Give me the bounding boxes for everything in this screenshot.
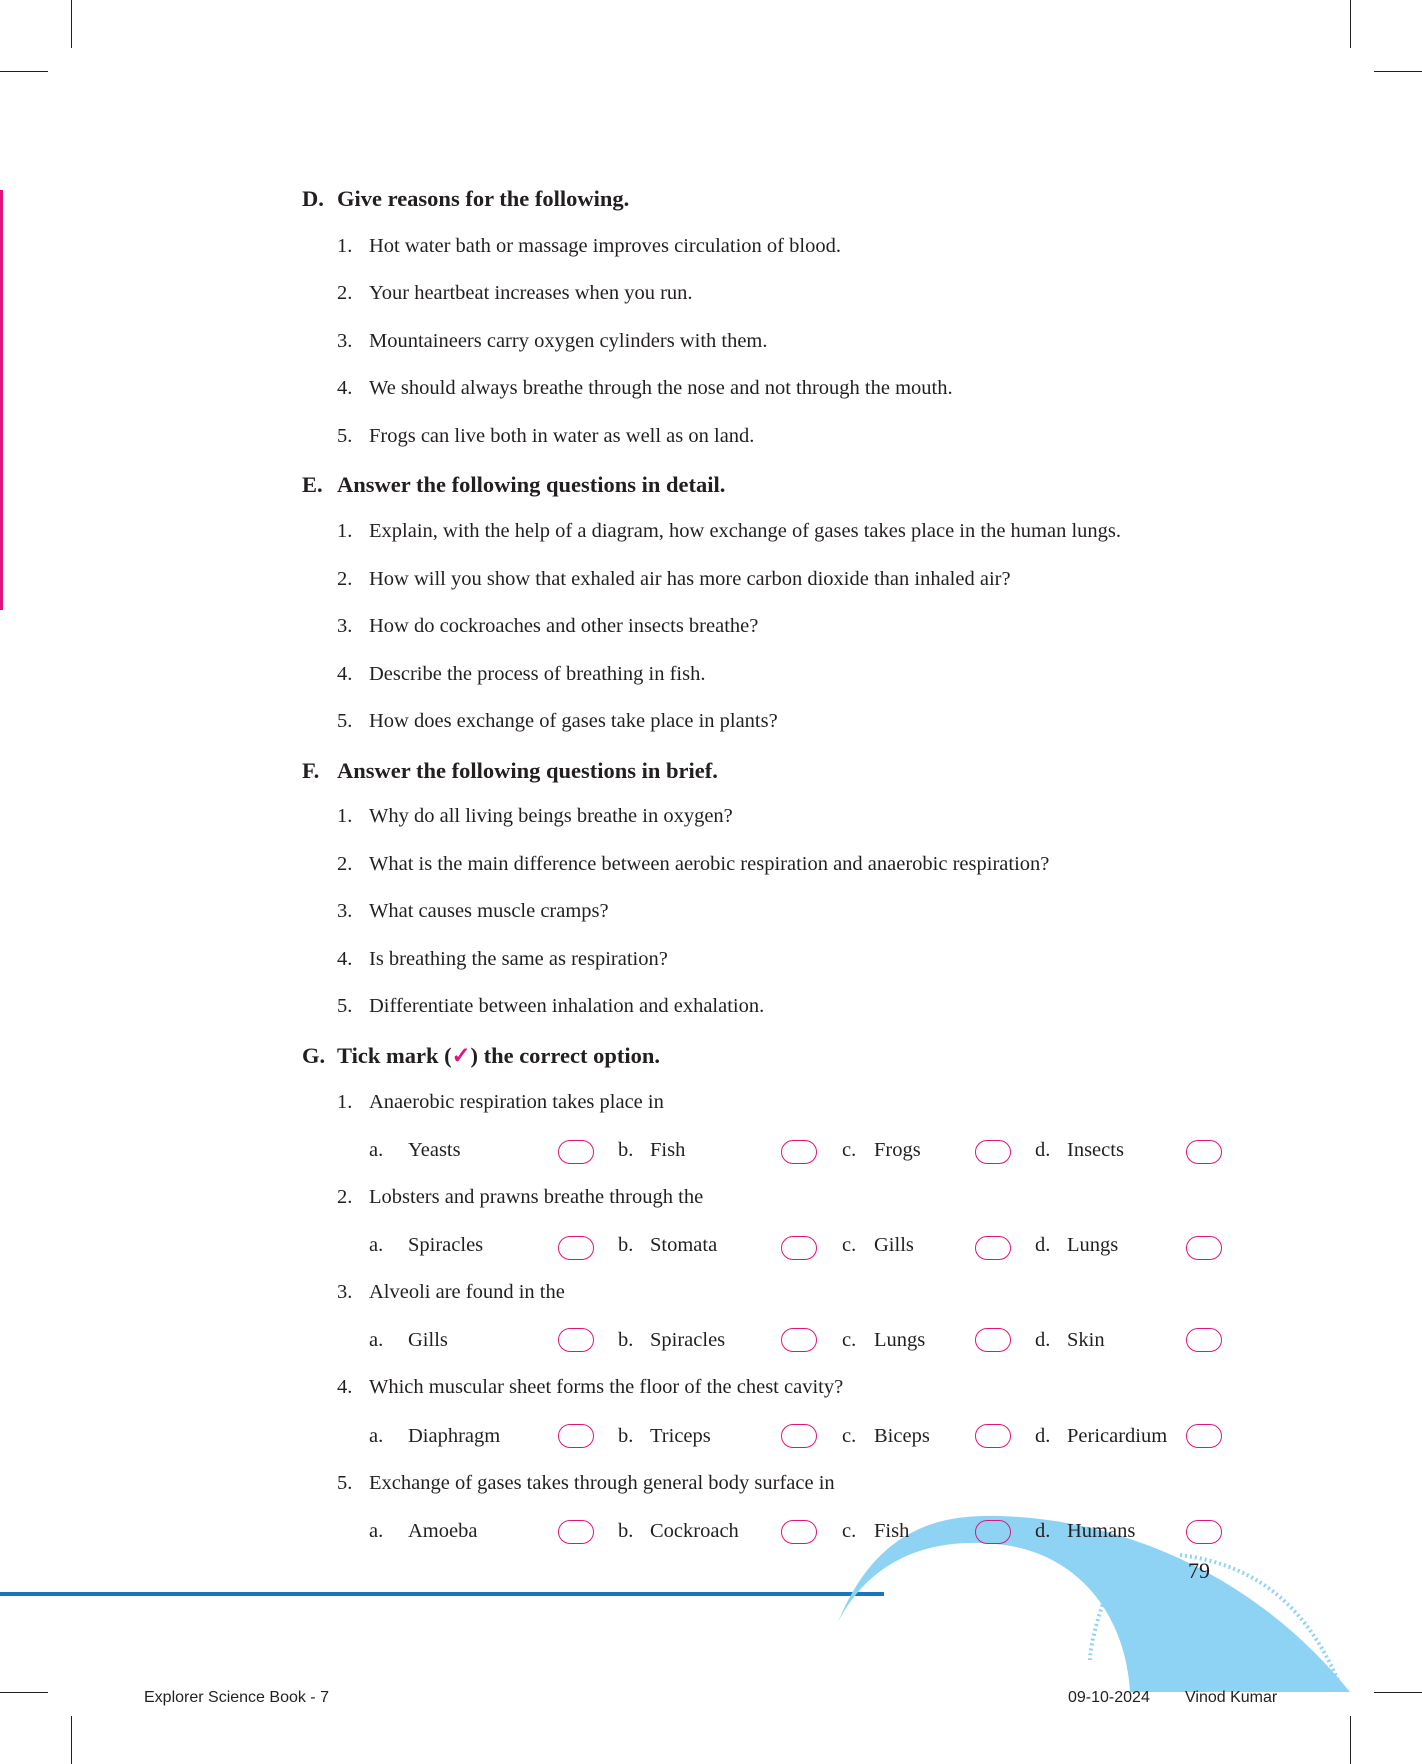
option-c [842, 1139, 921, 1162]
section-g-heading [302, 1043, 660, 1069]
option-letter: a. [369, 1329, 384, 1351]
option-text: Gills [408, 1329, 448, 1351]
list-item [337, 853, 1049, 876]
list-item [337, 520, 1121, 543]
item-text: Alveoli are found in the [369, 1281, 565, 1303]
option-letter: c. [842, 1139, 857, 1161]
option-c [842, 1425, 930, 1448]
item-text: We should always breathe through the nose and not through the mouth. [369, 377, 953, 399]
tick-box[interactable] [975, 1236, 1011, 1260]
item-number: 4. [337, 948, 353, 970]
list-item [337, 948, 668, 971]
tick-box[interactable] [558, 1520, 594, 1544]
option-text: Fish [650, 1139, 686, 1161]
item-text: Differentiate between inhalation and exhalation. [369, 995, 765, 1017]
section-letter: D. [302, 186, 324, 211]
item-number: 3. [337, 1281, 353, 1303]
item-number: 4. [337, 663, 353, 685]
tick-box[interactable] [1186, 1328, 1222, 1352]
item-number: 3. [337, 330, 353, 352]
item-number: 2. [337, 282, 353, 304]
option-text: Amoeba [408, 1520, 478, 1542]
item-text: Exchange of gases takes through general body surface in [369, 1472, 835, 1494]
footer-date: 09-10-2024 [1068, 1689, 1150, 1706]
option-a [369, 1234, 483, 1257]
item-text: Which muscular sheet forms the floor of the chest cavity? [369, 1376, 844, 1398]
option-text: Biceps [874, 1425, 930, 1447]
option-text: Spiracles [408, 1234, 484, 1256]
mcq-question [337, 1091, 664, 1114]
option-letter: c. [842, 1520, 857, 1542]
item-text: Frogs can live both in water as well as on land. [369, 425, 755, 447]
tick-box[interactable] [558, 1328, 594, 1352]
item-number: 2. [337, 853, 353, 875]
item-number: 4. [337, 1376, 353, 1398]
item-number: 5. [337, 425, 353, 447]
option-letter: a. [369, 1520, 384, 1542]
item-number: 2. [337, 1186, 353, 1208]
option-text: Gills [874, 1234, 914, 1256]
option-letter: d. [1035, 1520, 1051, 1542]
section-title: Give reasons for the following. [337, 186, 630, 211]
item-number: 2. [337, 568, 353, 590]
section-f-heading [302, 758, 718, 784]
option-b [618, 1520, 739, 1543]
item-number: 1. [337, 235, 353, 257]
item-number: 1. [337, 805, 353, 827]
option-b [618, 1425, 711, 1448]
section-title-post: ) the correct option. [470, 1043, 660, 1068]
option-a [369, 1520, 477, 1543]
mcq-question [337, 1376, 843, 1399]
item-text: Lobsters and prawns breathe through the [369, 1186, 704, 1208]
option-letter: d. [1035, 1234, 1051, 1256]
item-number: 1. [337, 520, 353, 542]
item-text: Is breathing the same as respiration? [369, 948, 668, 970]
item-text: How do cockroaches and other insects breathe? [369, 615, 759, 637]
option-c [842, 1234, 914, 1257]
option-letter: b. [618, 1520, 634, 1542]
option-text: Lungs [874, 1329, 926, 1351]
tick-box[interactable] [781, 1236, 817, 1260]
list-item [337, 282, 693, 305]
option-letter: d. [1035, 1425, 1051, 1447]
option-d [1035, 1139, 1124, 1162]
option-letter: d. [1035, 1329, 1051, 1351]
option-a [369, 1425, 500, 1448]
item-text: How does exchange of gases take place in plants? [369, 710, 778, 732]
tick-box[interactable] [558, 1140, 594, 1164]
item-text: What causes muscle cramps? [369, 900, 609, 922]
tick-box[interactable] [781, 1328, 817, 1352]
option-text: Insects [1067, 1139, 1124, 1161]
tick-box[interactable] [781, 1424, 817, 1448]
tick-box[interactable] [1186, 1424, 1222, 1448]
option-b [618, 1329, 725, 1352]
option-b [618, 1234, 717, 1257]
item-number: 3. [337, 900, 353, 922]
option-letter: c. [842, 1425, 857, 1447]
footer-author: Vinod Kumar [1185, 1689, 1278, 1706]
tick-box[interactable] [558, 1236, 594, 1260]
tick-box[interactable] [1186, 1520, 1222, 1544]
section-letter: G. [302, 1043, 326, 1068]
tick-box[interactable] [975, 1424, 1011, 1448]
option-letter: c. [842, 1329, 857, 1351]
option-text: Stomata [650, 1234, 718, 1256]
tick-box[interactable] [975, 1140, 1011, 1164]
tick-box[interactable] [975, 1328, 1011, 1352]
tick-box[interactable] [975, 1520, 1011, 1544]
option-text: Diaphragm [408, 1425, 501, 1447]
list-item [337, 425, 754, 448]
item-text: Anaerobic respiration takes place in [369, 1091, 664, 1113]
mcq-question [337, 1186, 703, 1209]
section-letter: E. [302, 472, 323, 497]
item-number: 5. [337, 710, 353, 732]
swoosh-dots-left [1090, 1600, 1104, 1660]
list-item [337, 568, 1011, 591]
list-item [337, 805, 733, 828]
tick-box[interactable] [1186, 1140, 1222, 1164]
item-text: How will you show that exhaled air has more carbon dioxide than inhaled air? [369, 568, 1011, 590]
option-text: Frogs [874, 1139, 921, 1161]
item-number: 5. [337, 995, 353, 1017]
item-number: 1. [337, 1091, 353, 1113]
item-text: Describe the process of breathing in fish. [369, 663, 706, 685]
page-number: 79 [1188, 1558, 1210, 1583]
section-letter: F. [302, 758, 320, 783]
list-item [337, 235, 841, 258]
option-c [842, 1329, 925, 1352]
option-text: Yeasts [408, 1139, 461, 1161]
list-item [337, 663, 705, 686]
option-letter: c. [842, 1234, 857, 1256]
item-text: What is the main difference between aerobic respiration and anaerobic respiration? [369, 853, 1050, 875]
option-text: Cockroach [650, 1520, 739, 1542]
section-title: Answer the following questions in brief. [337, 758, 718, 783]
option-letter: b. [618, 1139, 634, 1161]
option-text: Skin [1067, 1329, 1105, 1351]
option-d [1035, 1520, 1135, 1543]
list-item [337, 995, 764, 1018]
item-text: Hot water bath or massage improves circulation of blood. [369, 235, 841, 257]
option-d [1035, 1425, 1167, 1448]
option-letter: a. [369, 1425, 384, 1447]
item-number: 4. [337, 377, 353, 399]
option-a [369, 1329, 448, 1352]
section-title-pre: Tick mark ( [337, 1043, 452, 1068]
list-item [337, 900, 609, 923]
footer-book-title: Explorer Science Book - 7 [144, 1689, 329, 1706]
tick-box[interactable] [781, 1140, 817, 1164]
item-text: Mountaineers carry oxygen cylinders with them. [369, 330, 768, 352]
option-letter: b. [618, 1329, 634, 1351]
option-text: Lungs [1067, 1234, 1119, 1256]
item-text: Explain, with the help of a diagram, how exchange of gases takes place in the human lungs. [369, 520, 1122, 542]
option-d [1035, 1329, 1105, 1352]
option-d [1035, 1234, 1118, 1257]
list-item [337, 615, 758, 638]
option-text: Triceps [650, 1425, 711, 1447]
list-item [337, 377, 953, 400]
option-a [369, 1139, 461, 1162]
section-d-heading [302, 186, 629, 212]
option-text: Humans [1067, 1520, 1136, 1542]
option-text: Fish [874, 1520, 910, 1542]
item-text: Why do all living beings breathe in oxygen? [369, 805, 733, 827]
mcq-question [337, 1472, 835, 1495]
option-c [842, 1520, 909, 1543]
mcq-question [337, 1281, 565, 1304]
item-number: 5. [337, 1472, 353, 1494]
option-b [618, 1139, 685, 1162]
section-title: Answer the following questions in detail. [337, 472, 726, 497]
item-text: Your heartbeat increases when you run. [369, 282, 693, 304]
option-letter: a. [369, 1234, 384, 1256]
option-letter: b. [618, 1425, 634, 1447]
option-letter: d. [1035, 1139, 1051, 1161]
list-item [337, 330, 768, 353]
tick-box[interactable] [1186, 1236, 1222, 1260]
list-item [337, 710, 778, 733]
tick-icon: ✓ [451, 1043, 471, 1068]
tick-box[interactable] [558, 1424, 594, 1448]
option-text: Pericardium [1067, 1425, 1168, 1447]
option-letter: b. [618, 1234, 634, 1256]
section-e-heading [302, 472, 725, 498]
tick-box[interactable] [781, 1520, 817, 1544]
option-letter: a. [369, 1139, 384, 1161]
item-number: 3. [337, 615, 353, 637]
option-text: Spiracles [650, 1329, 726, 1351]
